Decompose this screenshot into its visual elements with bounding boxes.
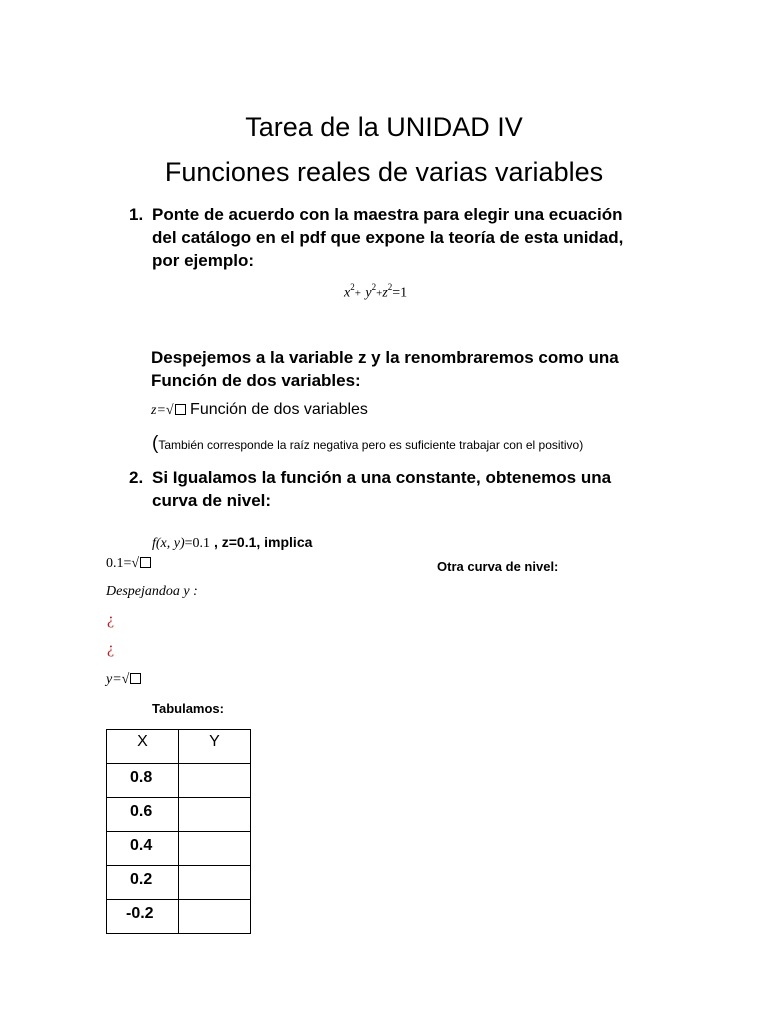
eq-x: x <box>344 285 351 301</box>
q2-line-2: curva de nivel: <box>152 491 272 510</box>
sphere-equation <box>344 282 407 301</box>
values-table <box>106 729 251 934</box>
root-expression: 0.1=√ <box>106 556 140 571</box>
table-header-row <box>107 730 251 764</box>
q1-text <box>152 203 623 272</box>
q2-line-1: Si Igualamos la función a una constante, obtenemos una <box>152 468 612 487</box>
f-symbol: f <box>152 536 156 551</box>
table-cell-y[interactable] <box>179 764 251 798</box>
eq-plus-1: + <box>354 287 361 300</box>
func-label: Función de dos variables <box>185 401 368 418</box>
table-cell-x: 0.2 <box>107 866 179 900</box>
tabulamos-label: Tabulamos: <box>152 701 224 716</box>
table-row <box>107 832 251 866</box>
table-cell-x: -0.2 <box>107 900 179 934</box>
eq-plus-2: + <box>376 287 383 300</box>
table-header-y: Y <box>179 730 251 764</box>
level-function-line <box>152 534 312 552</box>
note-text: También corresponde la raíz negativa pero es suficiente trabajar con el positivo) <box>158 438 584 452</box>
eq-exp-y: 2 <box>371 282 377 292</box>
inverted-question-1: ¿ <box>107 611 115 628</box>
q1-line-2: del catálogo en el pdf que expone la teoría de esta unidad, <box>152 228 624 247</box>
table-row <box>107 798 251 832</box>
table-cell-x: 0.8 <box>107 764 179 798</box>
table-row <box>107 866 251 900</box>
z-sqrt-expression: z=√ <box>151 403 174 418</box>
f-args: (x, y) <box>155 536 185 551</box>
table-cell-x: 0.4 <box>107 832 179 866</box>
eq-equals-one: =1 <box>392 285 408 301</box>
placeholder-box-icon <box>175 404 186 415</box>
table-cell-y[interactable] <box>179 900 251 934</box>
eq-exp-z: 2 <box>387 282 393 292</box>
despeje-text <box>151 346 619 392</box>
z-function-line <box>151 401 368 419</box>
table-cell-x: 0.6 <box>107 798 179 832</box>
table-cell-y[interactable] <box>179 832 251 866</box>
f-equals: =0.1 <box>184 536 211 551</box>
title-line-2: Funciones reales de varias variables <box>164 157 604 187</box>
inverted-question-2: ¿ <box>107 640 115 657</box>
eq-y: y <box>365 285 372 301</box>
despejando-label: Despejandoa y : <box>106 584 198 599</box>
q2-number: 2. <box>129 468 144 487</box>
root-equation-line <box>106 554 151 572</box>
table-header-x: X <box>107 730 179 764</box>
table-row <box>107 764 251 798</box>
q1-line-3: por ejemplo: <box>152 251 255 270</box>
implica-text: , z=0.1, implica <box>210 534 313 550</box>
title-line-1: Tarea de la UNIDAD IV <box>245 112 523 142</box>
placeholder-box-icon <box>140 557 151 568</box>
q2-text <box>152 466 611 512</box>
table-cell-y[interactable] <box>179 798 251 832</box>
despeje-line-1: Despejemos a la variable z y la renombraremos como una <box>151 348 619 367</box>
note-line <box>152 433 583 455</box>
table-row <box>107 900 251 934</box>
despeje-line-2: Función de dos variables: <box>151 371 361 390</box>
y-sqrt-expression: y=√ <box>106 672 130 687</box>
placeholder-box-icon <box>130 673 141 684</box>
q1-line-1: Ponte de acuerdo con la maestra para elegir una ecuación <box>152 205 623 224</box>
otra-curva-label: Otra curva de nivel: <box>437 559 559 574</box>
eq-z: z <box>382 285 388 301</box>
y-equation-line <box>106 670 141 688</box>
note-paren: ( <box>152 433 159 454</box>
table-cell-y[interactable] <box>179 866 251 900</box>
eq-exp-x: 2 <box>350 282 355 292</box>
q1-number: 1. <box>129 205 144 224</box>
